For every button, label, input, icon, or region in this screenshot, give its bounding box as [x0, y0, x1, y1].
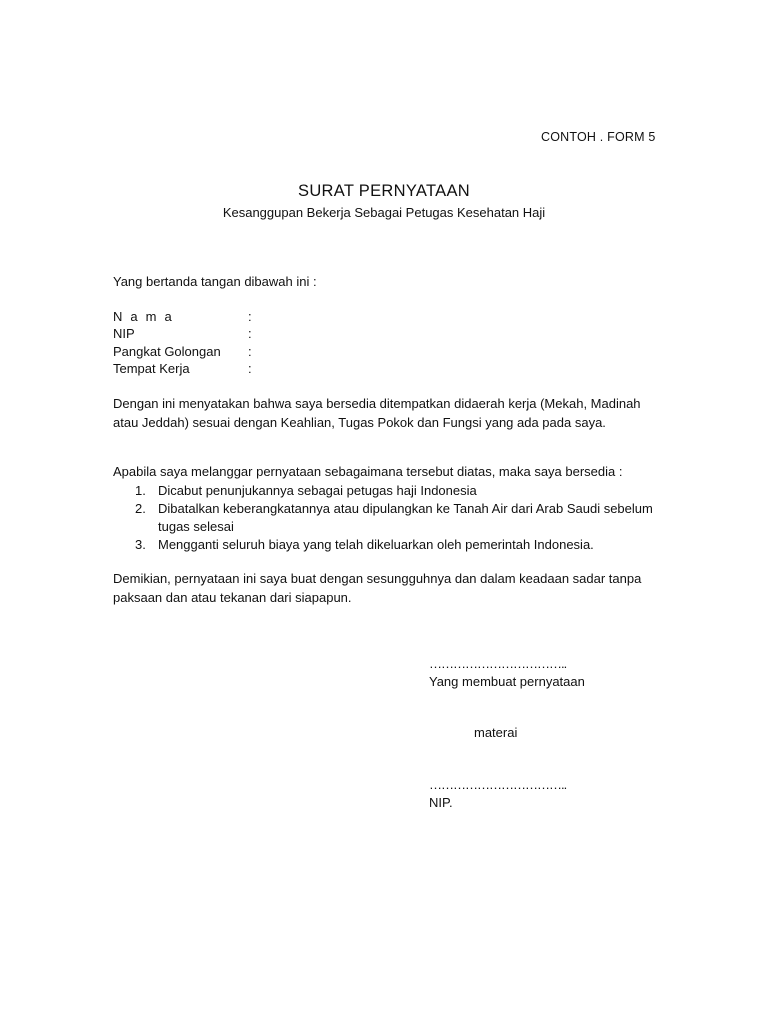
field-colon: :	[248, 326, 252, 341]
field-colon: :	[248, 344, 252, 359]
closing-paragraph: Demikian, pernyataan ini saya buat dengan sesungguhnya dan dalam keadaan sadar tanpa paksaan dan atau tekanan dari siapapun.	[113, 571, 642, 605]
nip-label: NIP.	[429, 795, 453, 810]
document-title: SURAT PERNYATAAN	[298, 182, 470, 200]
field-colon: :	[248, 309, 252, 324]
form-code: CONTOH . FORM 5	[541, 130, 656, 144]
list-text: Mengganti seluruh biaya yang telah dikeluarkan oleh pemerintah Indonesia.	[158, 537, 594, 552]
place-date-dots: ……………………………..	[429, 656, 567, 671]
field-label: Tempat Kerja	[113, 361, 190, 376]
field-label: N a m a	[113, 309, 174, 324]
list-item	[113, 536, 653, 554]
list-text: Dicabut penunjukannya sebagai petugas haji Indonesia	[158, 483, 477, 498]
field-tempat-kerja	[113, 361, 313, 376]
document-subtitle: Kesanggupan Bekerja Sebagai Petugas Kesehatan Haji	[222, 205, 546, 220]
consequence-intro: Apabila saya melanggar pernyataan sebagaimana tersebut diatas, maka saya bersedia :	[113, 464, 623, 479]
signer-label: Yang membuat pernyataan	[429, 674, 585, 689]
field-nip	[113, 326, 313, 341]
stamp-label: materai	[474, 725, 518, 740]
list-item	[113, 500, 653, 536]
field-colon: :	[248, 361, 252, 376]
field-pangkat-golongan	[113, 344, 313, 359]
statement-paragraph: Dengan ini menyatakan bahwa saya bersedia ditempatkan didaerah kerja (Mekah, Madinah atau Jeddah) sesuai dengan Keahlian, Tugas Pokok dan Fungsi yang ada pada saya.	[113, 396, 641, 430]
name-dots: ……………………………..	[429, 777, 567, 792]
consequence-list	[113, 482, 653, 554]
list-number: 3.	[135, 537, 146, 552]
field-label: NIP	[113, 326, 135, 341]
intro-text: Yang bertanda tangan dibawah ini :	[113, 274, 317, 289]
list-number: 2.	[135, 501, 146, 516]
list-text: Dibatalkan keberangkatannya atau dipulangkan ke Tanah Air dari Arab Saudi sebelum tugas selesai	[158, 501, 653, 534]
field-nama	[113, 309, 313, 324]
list-item	[113, 482, 653, 500]
list-number: 1.	[135, 483, 146, 498]
field-label: Pangkat Golongan	[113, 344, 221, 359]
